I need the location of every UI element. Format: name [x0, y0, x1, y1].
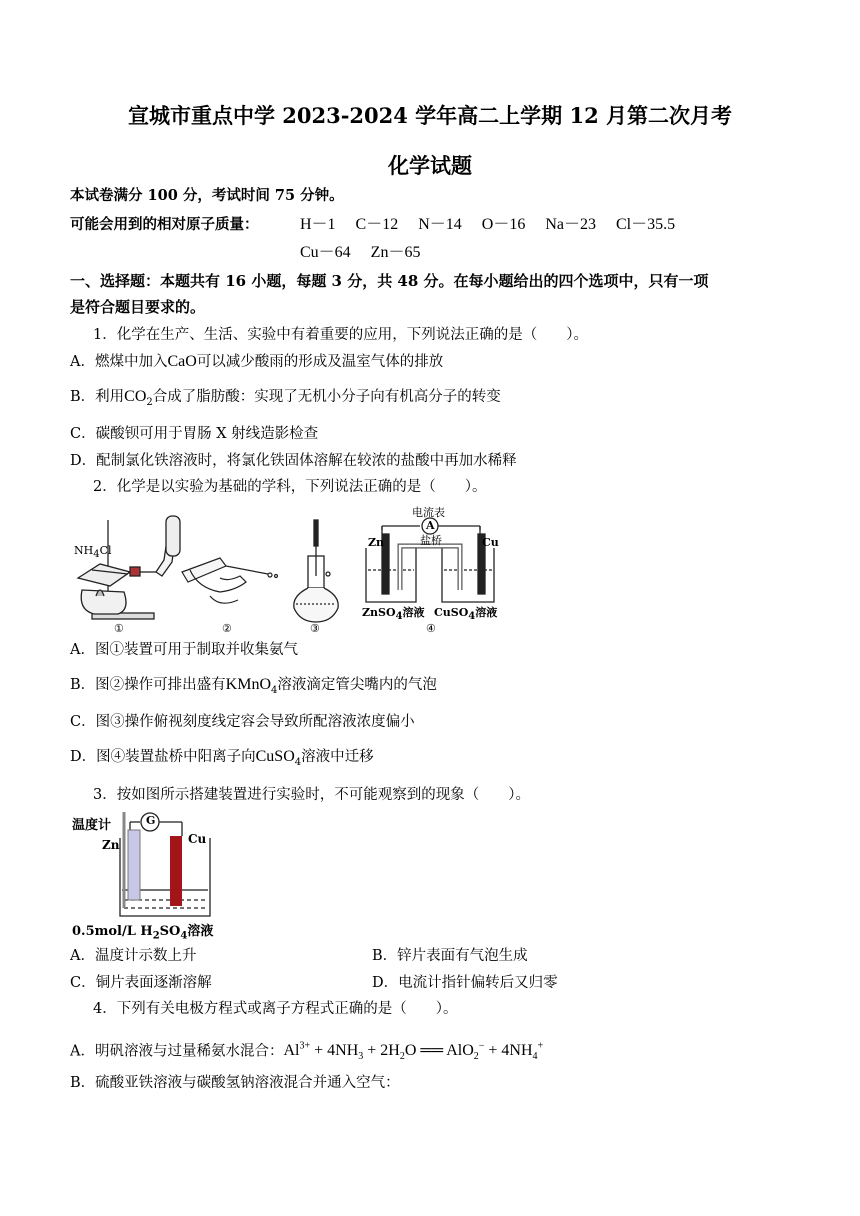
q3-figure — [70, 808, 240, 942]
figure-number-2: ② — [222, 622, 232, 635]
cu-plate — [170, 836, 182, 906]
q3-option-d: D．电流计指针偏转后又归零 — [372, 975, 558, 991]
cu-electrode-label: Cu — [482, 536, 499, 549]
q1-option-a — [70, 352, 443, 372]
solution-label: 0.5mol/L $H_2SO_4$溶液 — [72, 924, 214, 942]
figure-number-4: ④ — [426, 622, 436, 635]
q2-option-a: A．图①装置可用于制取并收集氨气 — [70, 642, 298, 658]
q4-a-equation: $Al^{3+} + 4NH_3 + 2H_2O$ ══ $AlO_2^- + 4NH_4^+$ — [283, 1041, 544, 1063]
q2-d-formula: CuSO — [255, 748, 295, 765]
page-title: 宣城市重点中学 2023-2024 学年高二上学期 12 月第二次月考 — [127, 103, 733, 128]
q1-b-formula: CO — [124, 388, 147, 405]
apparatus-3-flask — [294, 520, 338, 622]
apparatus-1-heating — [78, 516, 180, 619]
zn-electrode-label: Zn — [368, 536, 385, 549]
q4-option-b: B．硫酸亚铁溶液与碳酸氢钠溶液混合并通入空气： — [70, 1075, 400, 1091]
salt-bridge-label: 盐桥 — [420, 534, 442, 547]
q1-option-b — [70, 387, 501, 413]
zn-plate — [128, 830, 140, 900]
q1-a-pre: A．燃煤中加入 — [70, 354, 168, 370]
atomic-mass-row-1: H－1 C－12 N－14 O－16 Na－23 Cl－35.5 — [300, 216, 676, 233]
atomic-mass-label: 可能会用到的相对原子质量： — [70, 216, 259, 233]
galvanometer-label: G — [146, 814, 156, 827]
q4-a-pre: A．明矾溶液与过量稀氨水混合： — [70, 1043, 284, 1060]
q2-option-b — [70, 675, 437, 701]
apparatus-2-burette — [182, 558, 278, 603]
q3-option-a: A．温度计示数上升 — [70, 948, 197, 964]
q1-stem: 1．化学在生产、生活、实验中有着重要的应用，下列说法正确的是（ ）。 — [93, 327, 588, 343]
section-heading-line-1: 一、选择题：本题共有 16 小题，每题 3 分，共 48 分。在每小题给出的四个选项中，只有一项 — [70, 272, 709, 290]
q2-b-pre: B．图②操作可排出盛有 — [70, 677, 226, 693]
section-heading-line-2: 是符合题目要求的。 — [70, 298, 206, 316]
cu-label: Cu — [188, 832, 207, 846]
q2-d-pre: D．图④装置盐桥中阳离子向 — [70, 749, 256, 765]
figure-number-1: ① — [114, 622, 124, 635]
q1-a-formula: CaO — [167, 353, 197, 370]
atomic-mass-row-2: Cu－64 Zn－65 — [300, 244, 421, 261]
nh4cl-label: $NH_4Cl$ — [74, 544, 112, 561]
q4-stem: 4．下列有关电极方程式或离子方程式正确的是（ ）。 — [93, 1001, 458, 1017]
q2-option-d — [70, 747, 374, 773]
q2-figure — [70, 500, 510, 638]
thermometer-label: 温度计 — [72, 818, 112, 833]
q2-option-c: C．图③操作俯视刻度线定容会导致所配溶液浓度偏小 — [70, 714, 415, 730]
score-line: 本试卷满分 100 分，考试时间 75 分钟。 — [70, 187, 344, 204]
cuso4-label: CuSO$_4$溶液 — [434, 606, 498, 623]
q1-b-post: 合成了脂肪酸：实现了无机小分子向有机高分子的转变 — [152, 389, 501, 405]
q2-b-formula: KMnO — [225, 676, 271, 693]
q1-b-sub: 2 — [146, 396, 153, 408]
figure-number-3: ③ — [310, 622, 320, 635]
q3-stem: 3．按如图所示搭建装置进行实验时，不可能观察到的现象（ ）。 — [93, 787, 530, 803]
q1-b-pre: B．利用 — [70, 389, 125, 405]
q2-d-sub: 4 — [294, 756, 302, 768]
q2-stem: 2．化学是以实验为基础的学科，下列说法正确的是（ ）。 — [93, 479, 487, 495]
ammeter-label: 电流表 — [412, 506, 445, 519]
q3-option-c: C．铜片表面逐渐溶解 — [70, 975, 212, 991]
q1-a-post: 可以减少酸雨的形成及温室气体的排放 — [196, 354, 444, 370]
ammeter-symbol: A — [426, 519, 435, 532]
q4-option-a — [70, 1037, 543, 1068]
q2-b-sub: 4 — [271, 684, 278, 696]
q3-option-b: B．锌片表面有气泡生成 — [372, 948, 528, 964]
q2-d-post: 溶液中迁移 — [301, 749, 374, 765]
znso4-label: ZnSO$_4$溶液 — [362, 606, 425, 623]
q1-option-c: C．碳酸钡可用于胃肠 X 射线造影检查 — [70, 426, 319, 442]
q1-option-d: D．配制氯化铁溶液时，将氯化铁固体溶解在较浓的盐酸中再加水稀释 — [70, 453, 517, 469]
zn-label: Zn — [102, 838, 120, 852]
page-subtitle: 化学试题 — [388, 153, 472, 178]
q2-b-post: 溶液滴定管尖嘴内的气泡 — [277, 677, 437, 693]
